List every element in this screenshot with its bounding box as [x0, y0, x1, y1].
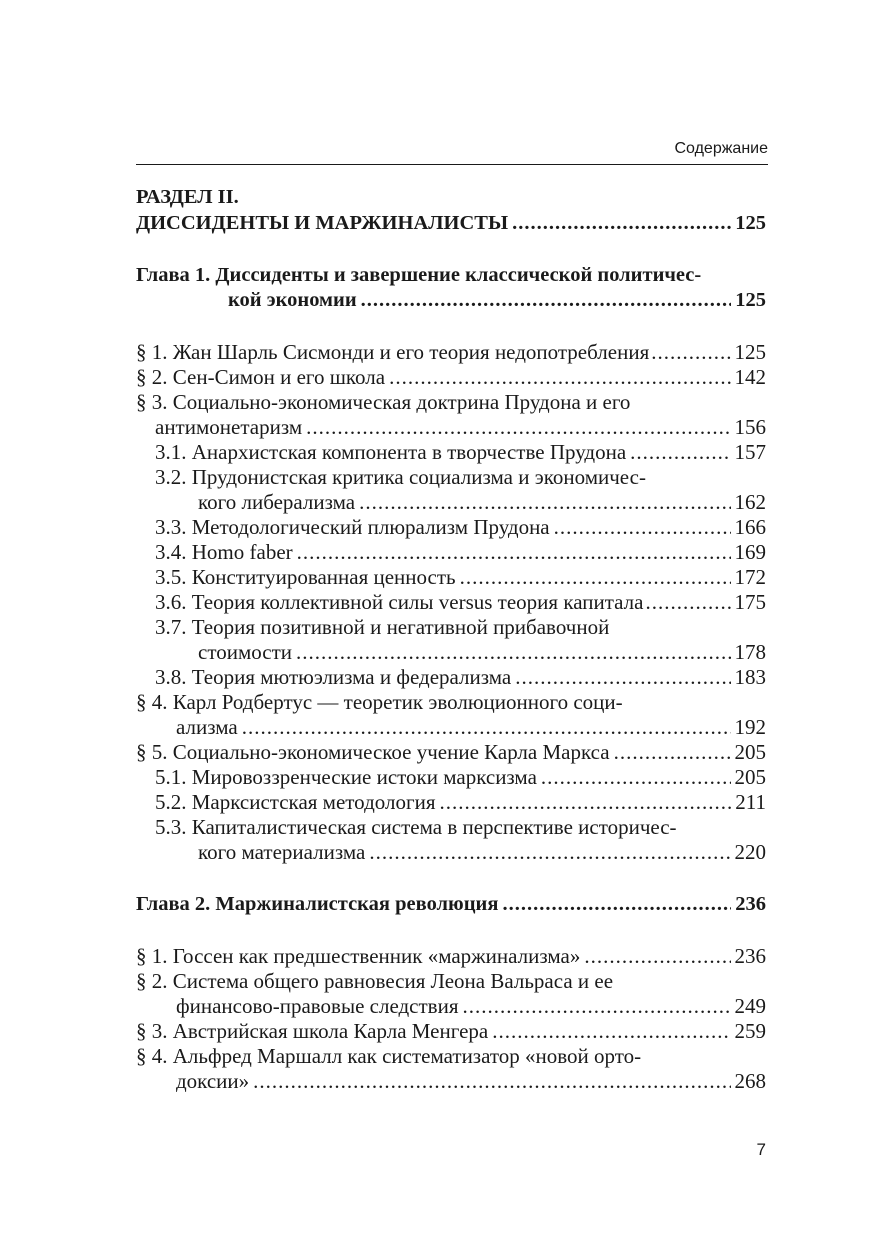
entry-text: 3.3. Методологический плюрализм Прудона — [155, 515, 550, 539]
entry-page: 125 — [734, 340, 766, 364]
entry-page: 220 — [734, 840, 766, 864]
entry-page: 205 — [734, 740, 766, 764]
entry-page: 183 — [734, 665, 766, 689]
entry-page: 142 — [734, 365, 766, 389]
entry-page: 169 — [734, 540, 766, 564]
leader-dots — [584, 943, 730, 969]
toc-entry-ch2-s2-line1[interactable] — [136, 968, 766, 994]
toc-entry-ch1-s3[interactable] — [136, 414, 766, 440]
leader-dots — [554, 514, 731, 540]
entry-page: 236 — [734, 944, 766, 968]
running-head — [136, 140, 768, 165]
toc-entry-ch1-s5-2[interactable] — [136, 789, 766, 815]
chapter1-title-line1[interactable] — [136, 262, 766, 288]
section-title: ДИССИДЕНТЫ И МАРЖИНАЛИСТЫ — [136, 212, 509, 234]
toc-entry-ch1-s3-line1[interactable] — [136, 389, 766, 415]
entry-page: 259 — [734, 1019, 766, 1043]
chapter1-title-cont: кой экономии — [228, 289, 357, 311]
entry-page: 211 — [735, 790, 766, 814]
toc-entry-ch2-s3[interactable] — [136, 1018, 766, 1044]
toc-entry-ch1-s3-6[interactable] — [136, 589, 766, 615]
entry-text: 3.7. Теория позитивной и негативной прибавочной — [155, 615, 610, 639]
toc-entry-ch1-s5[interactable] — [136, 739, 766, 765]
toc-entry-ch2-s4[interactable] — [136, 1068, 766, 1094]
entry-text: § 3. Социально-экономическая доктрина Прудона и его — [136, 390, 631, 414]
section-label-line — [136, 184, 766, 210]
entry-page: 166 — [734, 515, 766, 539]
entry-text: 3.4. Homo faber — [155, 540, 293, 564]
toc-entry-ch1-s3-1[interactable] — [136, 439, 766, 465]
toc-entry-ch1-s5-3-line1[interactable] — [136, 814, 766, 840]
toc-entry-ch1-s3-4[interactable] — [136, 539, 766, 565]
entry-text: § 4. Карл Родбертус — теоретик эволюционного соци- — [136, 690, 623, 714]
entry-page: 205 — [734, 765, 766, 789]
entry-text: 5.2. Марксистская методология — [155, 790, 436, 814]
leader-dots — [460, 564, 731, 590]
entry-text: § 2. Сен-Симон и его школа — [136, 365, 386, 389]
entry-text: § 5. Социально-экономическое учение Карла Маркса — [136, 740, 610, 764]
entry-text: 5.1. Мировоззренческие истоки марксизма — [155, 765, 537, 789]
toc-entry-ch2-s4-line1[interactable] — [136, 1043, 766, 1069]
entry-text: 3.6. Теория коллективной силы versus теория капитала — [155, 590, 644, 614]
entry-page: 162 — [734, 490, 766, 514]
leader-dots — [253, 1068, 730, 1094]
entry-text: кого материализма — [198, 840, 366, 864]
entry-page: 175 — [734, 590, 766, 614]
leader-dots — [630, 439, 730, 465]
toc-entry-ch1-s5-1[interactable] — [136, 764, 766, 790]
page-number: 7 — [756, 1140, 766, 1159]
leader-dots — [614, 739, 731, 765]
entry-text: антимонетаризм — [155, 415, 303, 439]
entry-page: 192 — [734, 715, 766, 739]
toc-entry-ch1-s3-8[interactable] — [136, 664, 766, 690]
running-title: Содержание — [674, 140, 768, 157]
toc-entry-ch1-s3-2[interactable] — [136, 489, 766, 515]
leader-dots — [463, 993, 731, 1019]
toc-entry-ch1-s2[interactable] — [136, 364, 766, 390]
toc-entry-ch1-s3-7-line1[interactable] — [136, 614, 766, 640]
leader-dots — [242, 714, 731, 740]
entry-text: доксии» — [176, 1069, 250, 1093]
entry-text: § 2. Система общего равновесия Леона Вальраса и ее — [136, 969, 614, 993]
leader-dots — [541, 764, 731, 790]
toc-entry-section[interactable] — [136, 210, 766, 236]
entry-text: § 3. Австрийская школа Карла Менгера — [136, 1019, 489, 1043]
chapter1-page: 125 — [735, 289, 766, 311]
leader-dots — [502, 891, 731, 917]
leader-dots — [492, 1018, 730, 1044]
section-label: РАЗДЕЛ II. — [136, 186, 239, 208]
entry-page: 172 — [734, 565, 766, 589]
entry-text: 3.1. Анархистская компонента в творчестве Прудона — [155, 440, 627, 464]
entry-text: финансово-правовые следствия — [176, 994, 459, 1018]
toc-entry-chapter2[interactable] — [136, 891, 766, 917]
leader-dots — [515, 664, 730, 690]
entry-text: 3.5. Конституированная ценность — [155, 565, 456, 589]
toc-entry-ch1-s3-7[interactable] — [136, 639, 766, 665]
chapter2-page: 236 — [735, 893, 766, 915]
leader-dots — [296, 639, 730, 665]
entry-text: 3.2. Прудонистская критика социализма и экономичес- — [155, 465, 646, 489]
leader-dots — [439, 789, 731, 815]
toc-entry-ch2-s1[interactable] — [136, 943, 766, 969]
leader-dots — [389, 364, 730, 390]
entry-text: § 1. Жан Шарль Сисмонди и его теория недопотребления — [136, 340, 650, 364]
entry-page: 157 — [734, 440, 766, 464]
toc-entry-ch1-s1[interactable] — [136, 339, 766, 365]
toc-entry-ch1-s4[interactable] — [136, 714, 766, 740]
entry-text: 3.8. Теория мютюэлизма и федерализма — [155, 665, 512, 689]
entry-text: стоимости — [198, 640, 293, 664]
entry-text: кого либерализма — [198, 490, 356, 514]
entry-page: 156 — [734, 415, 766, 439]
leader-dots — [369, 839, 730, 865]
entry-page: 178 — [734, 640, 766, 664]
leader-dots — [359, 489, 730, 515]
entry-text: § 4. Альфред Маршалл как систематизатор «новой орто- — [136, 1044, 642, 1068]
chapter1-title: Глава 1. Диссиденты и завершение классической политичес- — [136, 264, 702, 286]
entry-text: § 1. Госсен как предшественник «маржинализма» — [136, 944, 581, 968]
leader-dots — [645, 589, 732, 615]
toc-entry-ch1-s5-3[interactable] — [136, 839, 766, 865]
toc-entry-ch1-s4-line1[interactable] — [136, 689, 766, 715]
toc-entry-ch2-s2[interactable] — [136, 993, 766, 1019]
leader-dots — [651, 339, 732, 365]
entry-text: ализма — [176, 715, 238, 739]
toc-entry-ch1-s3-2-line1[interactable] — [136, 464, 766, 490]
toc-entry-ch1-s3-5[interactable] — [136, 564, 766, 590]
leader-dots — [297, 539, 731, 565]
toc-entry-chapter1[interactable] — [136, 287, 766, 313]
entry-text: 5.3. Капиталистическая система в перспективе историчес- — [155, 815, 677, 839]
leader-dots — [306, 414, 730, 440]
chapter2-title: Глава 2. Маржиналистская революция — [136, 893, 499, 915]
leader-dots — [512, 210, 731, 236]
leader-dots — [361, 287, 732, 313]
toc-entry-ch1-s3-3[interactable] — [136, 514, 766, 540]
section-page: 125 — [735, 212, 766, 234]
entry-page: 249 — [734, 994, 766, 1018]
entry-page: 268 — [734, 1069, 766, 1093]
